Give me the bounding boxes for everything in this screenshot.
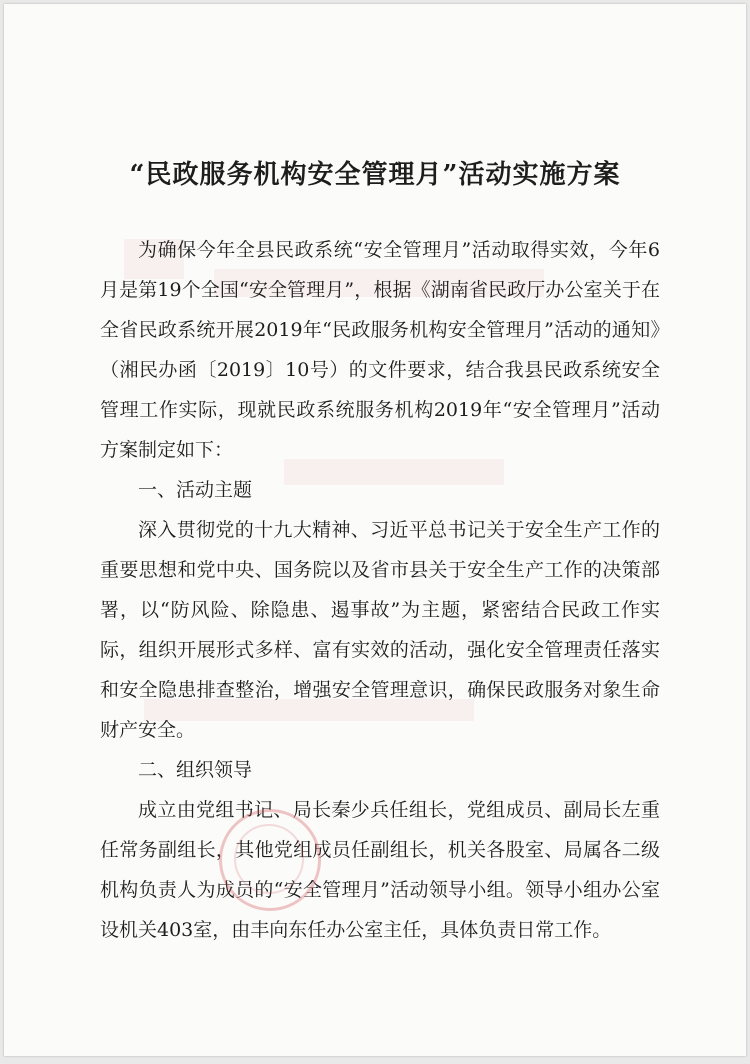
- section-body-theme: 深入贯彻党的十九大精神、习近平总书记关于安全生产工作的重要思想和党中央、国务院以及省市县关于安全生产工作的决策部署，以“防风险、除隐患、遏事故”为主题，紧密结合民政工作实际，组织开展形式多样、富有实效的活动，强化安全管理责任落实和安全隐患排查整治，增强安全管理意识，确保民政服务对象生命财产安全。: [100, 519, 660, 741]
- document-page: [4, 4, 746, 1056]
- intro-paragraph: 为确保今年全县民政系统“安全管理月”活动取得实效，今年6月是第19个全国“安全管理月”，根据《湖南省民政厅办公室关于在全省民政系统开展2019年“民政服务机构安全管理月”活动的通知》（湘民办函〔2019〕10号）的文件要求，结合我县民政系统安全管理工作实际，现就民政系统服务机构2019年“安全管理月”活动方案制定如下：: [100, 239, 660, 461]
- section-heading-leadership: 二、组织领导: [138, 759, 253, 781]
- section-body-leadership: 成立由党组书记、局长秦少兵任组长，党组成员、副局长左重任常务副组长，其他党组成员任副组长，机关各股室、局属各二级机构负责人为成员的“安全管理月”活动领导小组。领导小组办公室设机关403室，由丰向东任办公室主任，具体负责日常工作。: [100, 799, 660, 941]
- section-heading-theme: 一、活动主题: [138, 479, 253, 501]
- document-title: “民政服务机构安全管理月”活动实施方案: [129, 160, 621, 190]
- document-body: [100, 230, 660, 950]
